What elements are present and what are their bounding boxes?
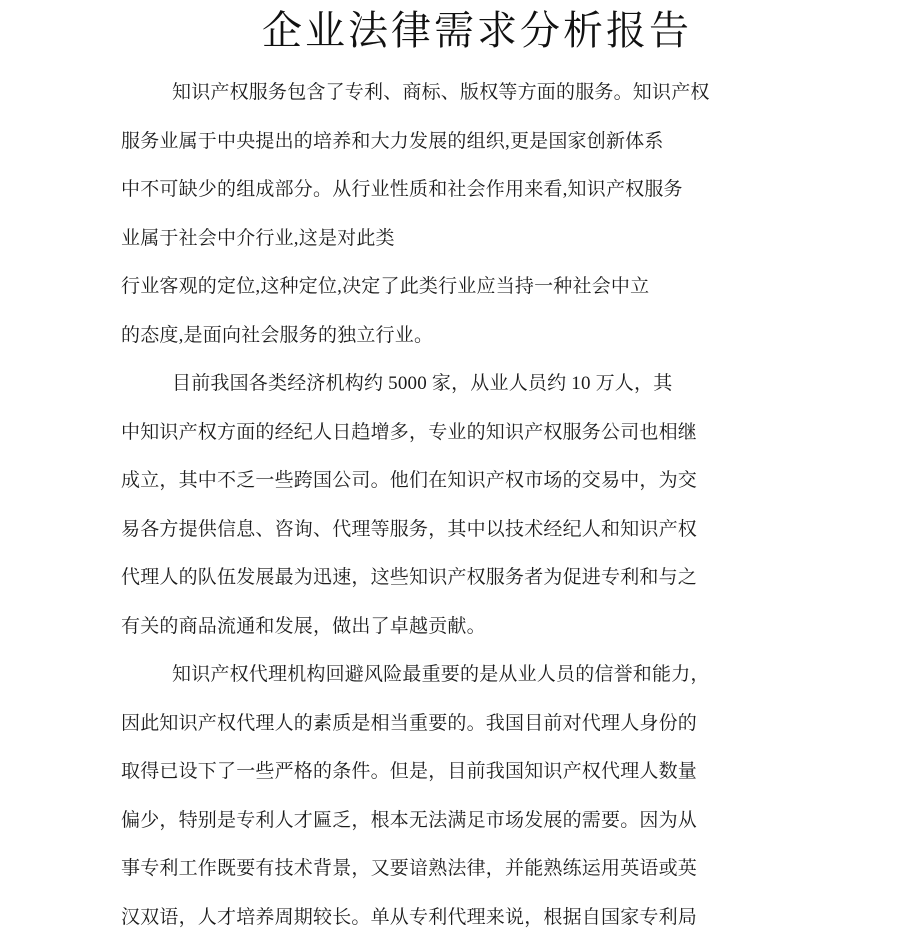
document-title: 企业法律需求分析报告: [262, 8, 692, 53]
text-line: 易各方提供信息、咨询、代理等服务，其中以技术经纪人和知识产权: [121, 518, 698, 540]
text-line: 业属于社会中介行业,这是对此类: [121, 227, 395, 249]
text-line: 的态度,是面向社会服务的独立行业。: [121, 324, 434, 346]
text-line: 服务业属于中央提出的培养和大力发展的组织,更是国家创新体系: [121, 130, 664, 152]
text-line: 代理人的队伍发展最为迅速，这些知识产权服务者为促进专利和与之: [121, 567, 698, 588]
paragraph: [121, 651, 920, 942]
document-body: [0, 69, 920, 942]
text-line: 汉双语，人才培养周期较长。单从专利代理来说，根据自国家专利局: [121, 906, 698, 928]
text-line: 知识产权代理机构回避风险最重要的是从业人员的信誉和能力，: [172, 664, 710, 685]
text-line: 行业客观的定位,这种定位,决定了此类行业应当持一种社会中立: [121, 276, 650, 297]
text-line: 有关的商品流通和发展，做出了卓越贡献。: [121, 615, 486, 637]
paragraph: [121, 360, 920, 651]
text-line: 事专利工作既要有技术背景，又要谙熟法律，并能熟练运用英语或英: [121, 858, 698, 879]
text-line: 目前我国各类经济机构约 5000 家，从业人员约 10 万人，其: [172, 373, 673, 394]
text-line: 中知识产权方面的经纪人日趋增多，专业的知识产权服务公司也相继: [121, 421, 698, 443]
text-line: 偏少，特别是专利人才匾乏，根本无法满足市场发展的需要。因为从: [121, 809, 698, 831]
text-line: 取得已设下了一些严格的条件。但是，目前我国知识产权代理人数量: [121, 761, 698, 782]
text-line: 知识产权服务包含了专利、商标、版权等方面的服务。知识产权: [172, 82, 710, 103]
paragraph: [121, 69, 920, 360]
text-line: 成立，其中不乏一些跨国公司。他们在知识产权市场的交易中，为交: [121, 470, 698, 491]
text-line: 因此知识产权代理人的素质是相当重要的。我国目前对代理人身份的: [121, 712, 698, 734]
text-line: 中不可缺少的组成部分。从行业性质和社会作用来看,知识产权服务: [121, 179, 683, 200]
